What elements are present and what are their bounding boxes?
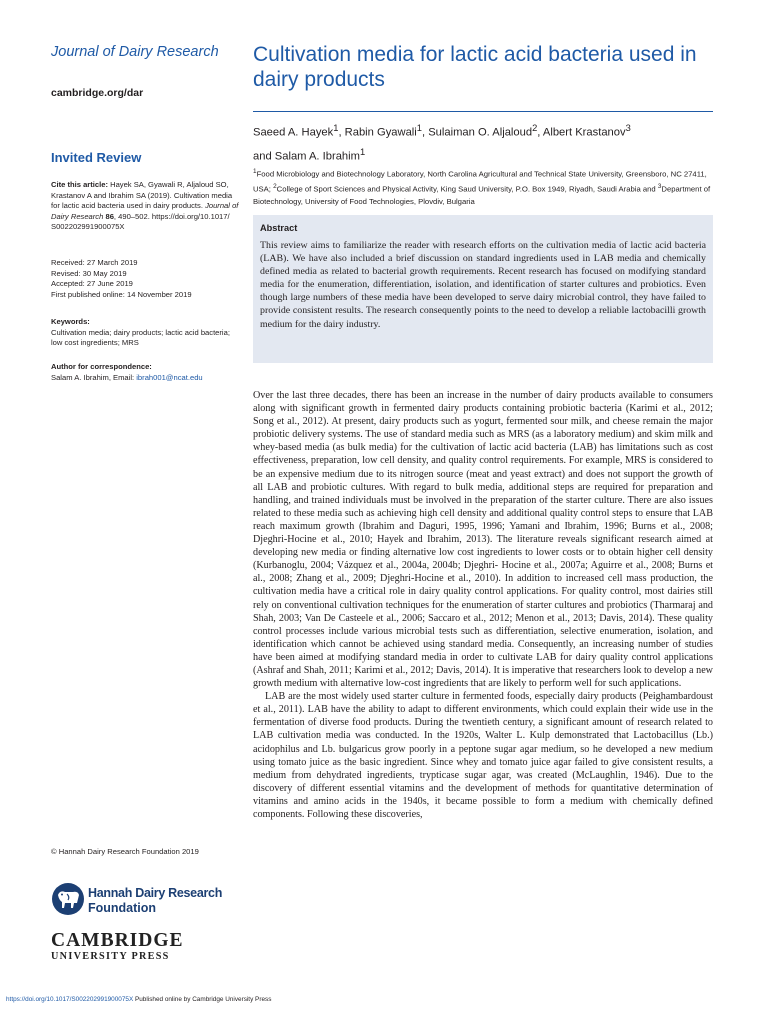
keywords-label: Keywords: [51, 317, 90, 326]
date-accepted: Accepted: 27 June 2019 [51, 279, 133, 289]
author-2: , Rabin Gyawali [338, 126, 417, 139]
article-type: Invited Review [51, 150, 142, 165]
author-2-affil: 1 [416, 123, 422, 133]
correspondence-label: Author for correspondence: [51, 362, 152, 371]
correspondence-block [51, 362, 241, 383]
author-4: , Albert Krastanov [537, 126, 626, 139]
author-1-affil: 1 [333, 123, 339, 133]
journal-name[interactable]: Journal of Dairy Research [51, 44, 219, 60]
body-paragraph-1: Over the last three decades, there has been an increase in the number of dairy products available to consumers along with significant growth in fermented dairy products containing probiotic bacteria (Karimi et al., 2012; Song et al., 2012). At present, dairy products such as yogurt, fermented sour milk, and cheese remain the major probiotic delivery systems. The use of standard media such as MRS (as a laboratory medium) and skim milk and whey-based media (as bulk media) for the cultivation of lactic acid bacteria (LAB) has limitations such as cost effectiveness, preparation, low cell density, and quality control requirements. For example, MRS is considered to be an expensive medium due to its nitrogen source (meat and yeast extract) and does not support the growth of all LAB and probiotic cultures. With regard to bulk media, additional steps are required for preparation and handling, and trained individuals must be involved in the preparation of the starter culture. There are also issues related to these media such as achieving high cell density and additional quality control steps to ensure that LAB reach maximum growth (Ibrahim and Daguri, 1995, 1996; Yamani and Ibrahim, 1996; Burns et al., 2008; Djeghri-Hocine et al., 2010; Hayek and Ibrahim, 2013). The literature reveals significant research aimed at developing new media or finding alternative low cost ingredients to lower costs or to obtain higher cell density (Kurbanoglu, 2004; Vázquez et al., 2004a, 2004b; Djeghri- Hocine et al., 2007a; Aguirre et al., 2008; Burns et al., 2008; Zhang et al., 2009; Djeghri-Hocine et al., 2010). In addition to increased cell mass production, the cultivation media have a critical role in dairy quality control applications. For quality control, most dairies still rely on conventional cultivation techniques for the enumeration of starter cultures and probiotics (Tharmaraj and Shah, 2003; Van De Casteele et al., 2006; Saccaro et al., 2012; Menon et al., 2013; Davis, 2014). These quality control processes include various microbial tests such as differentiation, selective enumeration, isolation, and identification which cannot be achieved using standard media. Consequently, an increasing number of studies have been aimed at modifying standard media in order to cultivate LAB for dairy quality control applications (Ashraf and Shah, 2011; Karimi et al., 2012; Davis, 2014). It is imperative that researchers look to develop a new growth medium with alternative low-cost ingredients that are likely to perform well for such applications. [253, 390, 713, 690]
cow-logo-icon [51, 882, 85, 916]
cambridge-logo-line1: CAMBRIDGE [51, 930, 184, 951]
hannah-foundation-logo [51, 880, 241, 924]
journal-site[interactable]: cambridge.org/dar [51, 87, 144, 99]
article-body [253, 389, 713, 821]
correspondence-email-link[interactable]: ibrah001@ncat.edu [136, 372, 203, 382]
keywords-text: Cultivation media; dairy products; lactic acid bacteria; low cost ingredients; MRS [51, 327, 230, 348]
abstract-text: This review aims to familiarize the reader with research efforts on the cultivation media of lactic acid bacteria (LAB). We have also included a brief discussion on standard ingredients used in LAB media and chemically defined media as related to bacterial growth requirements. Recent research has focused on modifying standard media for the enumeration, differentiation, isolation, and identification of starter cultures and probiotics. Even though large numbers of these media have been developed to serve dairy microbial control, they have failed to provide consistent results. The research consequently points to the need to develop a reliable lactobacilli growth medium for the dairy industry. [260, 240, 706, 330]
affil-3-marker: 3 [657, 183, 662, 191]
abstract-heading: Abstract [260, 223, 298, 233]
citation-journal: Journal of Dairy Research [51, 201, 239, 221]
abstract-box [253, 215, 713, 363]
affil-1: Food Microbiology and Biotechnology Laboratory, North Carolina Agricultural and Technical State University, Greensboro, NC 27411, USA; [253, 169, 707, 194]
citation-volume: 86 [105, 211, 114, 221]
footer-text: Published online by Cambridge University Press [133, 996, 272, 1003]
citation-block [51, 180, 241, 233]
copyright-notice: © Hannah Dairy Research Foundation 2019 [51, 847, 199, 856]
footer-doi-link[interactable]: https://doi.org/10.1017/S002202991900075X [6, 996, 134, 1003]
title-divider [253, 111, 713, 112]
affil-2: College of Sport Sciences and Physical Activity, King Saud University, P.O. Box 1949, Riyadh, Saudi Arabia and [276, 184, 658, 194]
citation-pages-doi[interactable]: , 490–502. https://doi.org/10.1017/ S002202991900075X [51, 211, 230, 232]
author-3: , Sulaiman O. Aljaloud [422, 126, 533, 139]
page-footer [6, 996, 271, 1003]
date-revised: Revised: 30 May 2019 [51, 268, 127, 278]
date-published: First published online: 14 November 2019 [51, 289, 192, 299]
author-5: and Salam A. Ibrahim [253, 150, 360, 163]
affil-1-marker: 1 [253, 168, 257, 175]
affil-2-marker: 2 [273, 183, 277, 191]
citation-text: Hayek SA, Gyawali R, Aljaloud SO, Krastanov A and Ibrahim SA (2019). Cultivation media for lactic acid bacteria used in dairy products. [51, 180, 233, 211]
author-1: Saeed A. Hayek [253, 126, 334, 139]
cambridge-logo-line2: UNIVERSITY PRESS [51, 951, 170, 962]
affil-3: Department of Biotechnology, University of Food Technologies, Plovdiv, Bulgaria [253, 184, 711, 207]
article-title: Cultivation media for lactic acid bacteria used in dairy products [253, 43, 697, 91]
correspondence-text: Salam A. Ibrahim, Email: [51, 372, 137, 382]
date-received: Received: 27 March 2019 [51, 258, 138, 267]
hannah-logo-line1: Hannah Dairy Research [88, 886, 223, 900]
affiliations [253, 166, 718, 209]
citation-label: Cite this article: [51, 180, 108, 189]
author-3-affil: 2 [532, 123, 538, 133]
author-5-affil: 1 [359, 146, 366, 157]
author-list [253, 119, 713, 166]
keywords-block [51, 317, 241, 349]
article-dates [51, 258, 241, 300]
hannah-logo-line2: Foundation [88, 901, 157, 915]
author-4-affil: 3 [625, 123, 631, 133]
body-paragraph-2: LAB are the most widely used starter culture in fermented foods, especially dairy products (Peighambardoust et al., 2011). LAB have the ability to adapt to different environments, which could explain their wide use in the fermentation of diverse food products. During the twentieth century, a significant amount of research related to LAB cultivation media was conducted. In the 1920s, Walter L. Kulp demonstrated that Lactobacillus (Lb.) acidophilus and Lb. bulgaricus grow poorly in a peptone sugar agar medium, so he developed a new medium using tomato juice as the basic ingredient. Since whey and tomato juice agar failed to give consistent results, a medium from dehydrated ingredients, trypticase sugar agar, was created (McLaughlin, 1946). Due to the discovery of different essential vitamins and the development of methods for quantitative determination of vitamins and amino acids in the 1940s, it became possible to form a medium with chemically defined components. Following these discoveries, [253, 691, 713, 820]
